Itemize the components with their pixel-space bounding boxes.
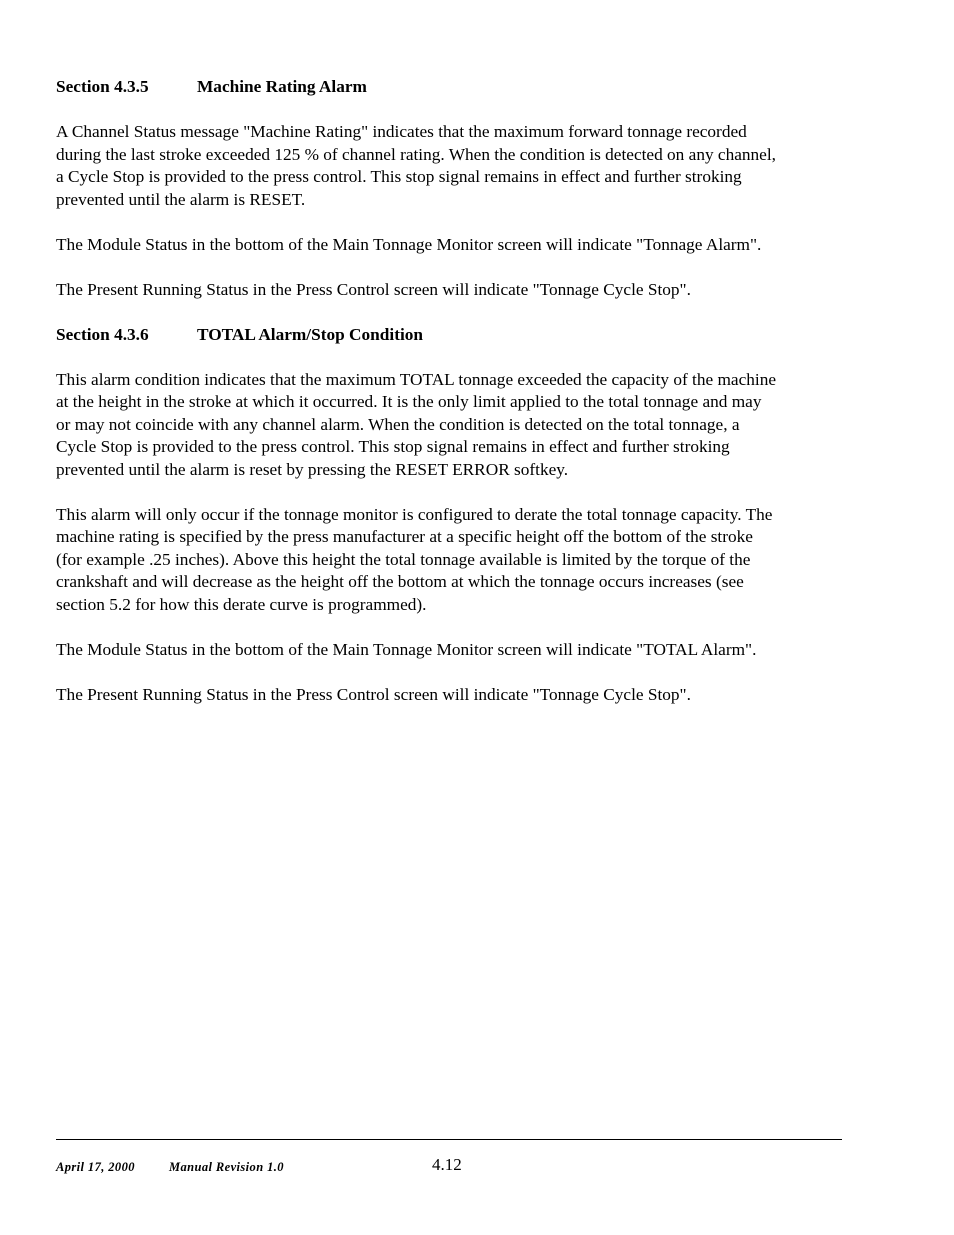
text-line: (for example .25 inches). Above this height the total tonnage available is limited by the torque of the bbox=[56, 549, 751, 569]
text-line: at the height in the stroke at which it occurred. It is the only limit applied to the total tonnage and may bbox=[56, 392, 762, 411]
text-line: a Cycle Stop is provided to the press control. This stop signal remains in effect and further stroking bbox=[56, 167, 742, 186]
paragraph-running-status-cycle-stop bbox=[56, 279, 856, 302]
section-heading-4-3-5 bbox=[56, 76, 856, 98]
text-line: section 5.2 for how this derate curve is programmed). bbox=[56, 594, 427, 614]
footer-revision: Manual Revision 1.0 bbox=[169, 1160, 284, 1174]
text-line: The Module Status in the bottom of the Main Tonnage Monitor screen will indicate "Tonnage Alarm". bbox=[56, 234, 762, 254]
section-title: Machine Rating Alarm bbox=[197, 77, 367, 96]
paragraph-module-status-total-alarm bbox=[56, 639, 856, 662]
text-line: A Channel Status message "Machine Rating" indicates that the maximum forward tonnage recorded bbox=[56, 122, 747, 141]
text-line: This alarm will only occur if the tonnage monitor is configured to derate the total tonnage capacity. The bbox=[56, 504, 773, 524]
paragraph-machine-rating-description bbox=[56, 121, 856, 211]
section-number: Section 4.3.5 bbox=[56, 77, 149, 96]
text-line: machine rating is specified by the press manufacturer at a specific height off the bottom of the stroke bbox=[56, 527, 753, 546]
text-line: during the last stroke exceeded 125 % of channel rating. When the condition is detected on any channel, bbox=[56, 144, 776, 164]
page-content bbox=[56, 76, 856, 729]
section-number: Section 4.3.6 bbox=[56, 324, 149, 344]
section-title: TOTAL Alarm/Stop Condition bbox=[197, 324, 423, 344]
text-line: The Present Running Status in the Press Control screen will indicate "Tonnage Cycle Stop". bbox=[56, 279, 691, 299]
text-line: prevented until the alarm is reset by pressing the RESET ERROR softkey. bbox=[56, 459, 569, 479]
paragraph-running-status-cycle-stop bbox=[56, 684, 856, 707]
paragraph-module-status-tonnage-alarm bbox=[56, 234, 856, 257]
footer-date: April 17, 2000 bbox=[56, 1160, 135, 1174]
footer-divider bbox=[56, 1139, 842, 1140]
text-line: crankshaft and will decrease as the height off the bottom at which the tonnage occurs increases (see bbox=[56, 572, 744, 591]
text-line: This alarm condition indicates that the maximum TOTAL tonnage exceeded the capacity of the machine bbox=[56, 369, 777, 389]
paragraph-total-alarm-description bbox=[56, 369, 856, 482]
text-line: The Present Running Status in the Press Control screen will indicate "Tonnage Cycle Stop". bbox=[56, 684, 691, 704]
page-number: 4.12 bbox=[432, 1155, 462, 1174]
text-line: The Module Status in the bottom of the Main Tonnage Monitor screen will indicate "TOTAL Alarm". bbox=[56, 639, 757, 659]
paragraph-derate-explanation bbox=[56, 504, 856, 617]
text-line: prevented until the alarm is RESET. bbox=[56, 189, 306, 209]
text-line: Cycle Stop is provided to the press control. This stop signal remains in effect and further stroking bbox=[56, 437, 730, 456]
text-line: or may not coincide with any channel alarm. When the condition is detected on the total tonnage, a bbox=[56, 414, 740, 434]
section-heading-4-3-6 bbox=[56, 324, 856, 346]
